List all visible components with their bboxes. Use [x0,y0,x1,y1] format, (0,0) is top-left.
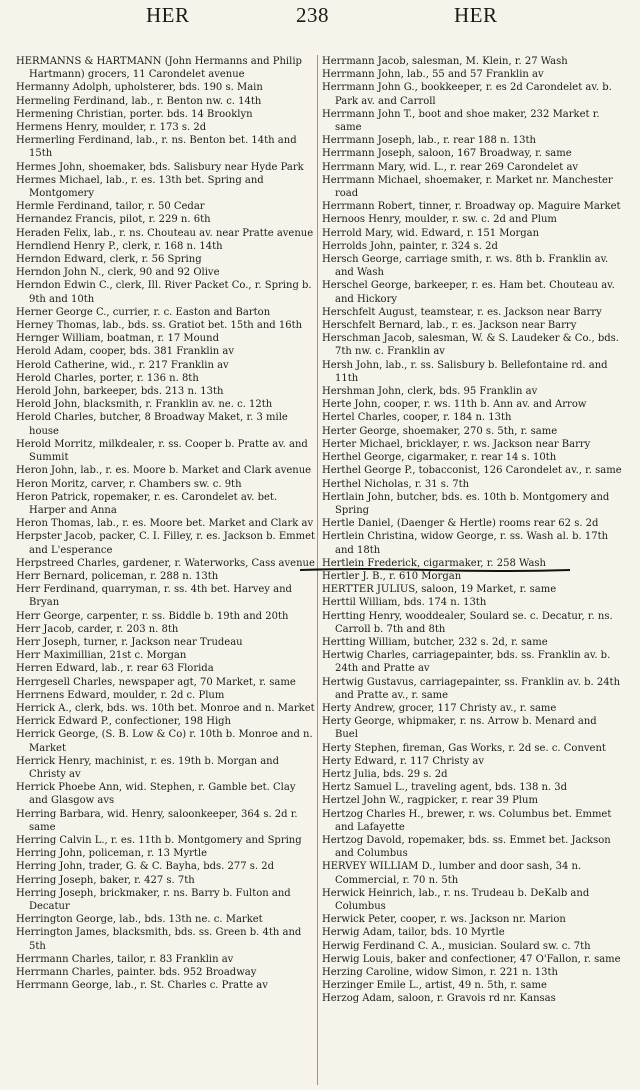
directory-entry: Herrold Mary, wid. Edward, r. 151 Morgan [322,227,540,239]
directory-entry: Hertzog Charles H., brewer, r. ws. Columbus bet. Emmet and Lafayette [322,808,612,833]
directory-entry: Herrick Phoebe Ann, wid. Stephen, r. Gamble bet. Clay and Glasgow avs [16,782,296,807]
directory-entry: Hernandez Francis, pilot, r. 229 n. 6th [16,214,211,226]
left-column [16,55,316,992]
directory-entry: Herr Ferdinand, quarryman, r. ss. 4th bet. Harvey and Bryan [16,584,292,609]
directory-entry: Herndon John N., clerk, 90 and 92 Olive [16,267,220,279]
directory-entry: Herrington George, lab., bds. 13th ne. c. Market [16,914,263,926]
directory-entry: Hertler J. B., r. 610 Morgan [322,570,462,582]
directory-entry: Herwick Heinrich, lab., r. ns. Trudeau b. DeKalb and Columbus [322,887,590,912]
directory-entry: Hersh John, lab., r. ss. Salisbury b. Bellefontaine rd. and 11th [322,359,608,384]
directory-entry: Herring Joseph, baker, r. 427 s. 7th [16,874,195,886]
directory-entry: Herrick George, (S. B. Low & Co) r. 10th b. Monroe and n. Market [16,729,313,754]
directory-entry: Herold Charles, porter, r. 136 n. 8th [16,372,199,384]
directory-entry: Herty Andrew, grocer, 117 Christy av., r. same [322,702,557,714]
directory-entry: Herrolds John, painter, r. 324 s. 2d [322,240,498,252]
directory-entry: Herold John, blacksmith, r. Franklin av. ne. c. 12th [16,399,273,411]
directory-entry: Herschfelt Bernard, lab., r. es. Jackson near Barry [322,320,577,332]
directory-entry: Herthel Nicholas, r. 31 s. 7th [322,478,470,490]
directory-entry: Herrmann George, lab., r. St. Charles c. Pratte av [16,980,268,992]
running-head-left: HER [146,3,190,27]
directory-entry: Hertlein Frederick, cigarmaker, r. 258 Wash [322,557,546,569]
directory-entry: Herwig Ferdinand C. A., musician. Soulard sw. c. 7th [322,940,591,952]
directory-entry: Hertting William, butcher, 232 s. 2d, r. same [322,636,548,648]
directory-entry: Herrmann Charles, tailor, r. 83 Franklin av [16,953,234,965]
directory-entry: Herter George, shoemaker, 270 s. 5th, r. same [322,425,558,437]
directory-entry: Herren Edward, lab., r. rear 63 Florida [16,663,214,675]
directory-entry: Herrington James, blacksmith, bds. ss. Green b. 4th and 5th [16,927,302,952]
directory-entry: Heron John, lab., r. es. Moore b. Market and Clark avenue [16,465,312,477]
directory-entry: Herpstreed Charles, gardener, r. Waterworks, Cass avenue [16,557,315,569]
directory-entry: Hermes John, shoemaker, bds. Salisbury near Hyde Park [16,161,304,173]
directory-entry: Herring Calvin L., r. es. 11th b. Montgomery and Spring [16,834,302,846]
directory-entry: Herzing Caroline, widow Simon, r. 221 n. 13th [322,967,558,979]
directory-entry: Hertwig Charles, carriagepainter, bds. ss. Franklin av. b. 24th and Pratte av [322,650,611,675]
directory-entry: Herrmann John G., bookkeeper, r. es 2d Carondelet av. b. Park av. and Carroll [322,82,612,107]
directory-entry: Herrgesell Charles, newspaper agt, 70 Market, r. same [16,676,296,688]
directory-entry: Herrmann Jacob, salesman, M. Klein, r. 27 Wash [322,56,568,67]
directory-entry: Hertzel John W., ragpicker, r. rear 39 Plum [322,795,538,807]
directory-entry: Herrmann John T., boot and shoe maker, 232 Market r. same [322,108,600,134]
directory-entry: Herrmann Michael, shoemaker, r. Market nr. Manchester road [322,174,613,200]
directory-entry: Hertle Daniel, (Daenger & Hertle) rooms rear 62 s. 2d [322,518,599,530]
directory-entry: Herschfelt August, teamstear, r. es. Jackson near Barry [322,306,602,318]
directory-entry: Heron Patrick, ropemaker, r. es. Carondelet av. bet. Harper and Anna [16,491,278,516]
directory-entry: Herr George, carpenter, r. ss. Biddle b. 19th and 20th [16,610,289,622]
directory-entry: Herrick Henry, machinist, r. es. 19th b. Morgan and Christy av [16,755,279,780]
directory-entry: Herzinger Emile L., artist, 49 n. 5th, r. same [322,980,547,992]
directory-entry: Herthel George, cigarmaker, r. rear 14 s. 10th [322,452,557,464]
directory-entry: Hernoos Henry, moulder, r. sw. c. 2d and Plum [322,214,557,226]
directory-entry: Hertzog Davold, ropemaker, bds. ss. Emmet bet. Jackson and Columbus [322,834,611,860]
directory-entry: Hermening Christian, porter. bds. 14 Brooklyn [16,108,253,120]
directory-entry: Herring Joseph, brickmaker, r. ns. Barry b. Fulton and Decatur [16,887,291,912]
directory-entry: Heraden Felix, lab., r. ns. Chouteau av. near Pratte avenue [16,227,314,239]
directory-entry: Herner George C., currier, r. c. Easton and Barton [16,306,271,318]
directory-entry: Herpster Jacob, packer, C. I. Filley, r. es. Jackson b. Emmet and L'esperance [16,531,316,556]
directory-entry: Herte John, cooper, r. ws. 11th b. Ann av. and Arrow [322,399,587,411]
directory-entry: Heron Thomas, lab., r. es. Moore bet. Market and Clark av [16,518,314,530]
directory-entry: Hermanny Adolph, upholsterer, bds. 190 s. Main [16,82,263,94]
directory-entry: Herrmann John, lab., 55 and 57 Franklin av [322,69,544,81]
directory-entry: Herold Adam, cooper, bds. 381 Franklin av [16,346,235,358]
directory-entry: HERMANNS & HARTMANN (John Hermanns and Philip Hartmann) grocers, 11 Carondelet avenue [16,56,302,81]
directory-entry: Herwig Louis, baker and confectioner, 47 O'Fallon, r. same [322,953,621,965]
directory-entry: Herndon Edwin C., clerk, Ill. River Packet Co., r. Spring b. 9th and 10th [16,280,312,305]
directory-entry: Hershman John, clerk, bds. 95 Franklin av [322,386,538,398]
directory-entry: Herrnens Edward, moulder, r. 2d c. Plum [16,689,225,701]
directory-entry: Herty George, whipmaker, r. ns. Arrow b. Menard and Buel [322,716,597,741]
directory-entry: Herold Catherine, wid., r. 217 Franklin av [16,359,229,371]
directory-entry: Hermerling Ferdinand, lab., r. ns. Benton bet. 14th and 15th [16,135,297,160]
directory-entry: Hermens Henry, moulder, r. 173 s. 2d [16,122,207,134]
directory-entry: Herring John, trader, G. & C. Bayha, bds. 277 s. 2d [16,861,275,873]
directory-entry: Herschel George, barkeeper, r. es. Ham bet. Chouteau av. and Hickory [322,280,615,305]
directory-entry: Herrmann Charles, painter. bds. 952 Broadway [16,967,257,979]
directory-entry: Herwick Peter, cooper, r. ws. Jackson nr. Marion [322,914,566,926]
directory-entry: Herthel George P., tobacconist, 126 Carondelet av., r. same [322,465,622,477]
directory-entry: Hernger William, boatman, r. 17 Mound [16,333,219,345]
directory-entry: Herttil William, bds. 174 n. 13th [322,597,487,609]
directory-entry: Hermle Ferdinand, tailor, r. 50 Cedar [16,201,205,213]
directory-entry: Herr Bernard, policeman, r. 288 n. 13th [16,570,219,582]
directory-entry: Herrick Edward P., confectioner, 198 High [16,716,231,728]
directory-entry: Herring Barbara, wid. Henry, saloonkeeper, 364 s. 2d r. same [16,808,298,833]
directory-entry: Hertel Charles, cooper, r. 184 n. 13th [322,412,512,424]
right-column [322,55,622,1006]
directory-entry: Hertlein Christina, widow George, r. ss. Wash al. b. 17th and 18th [322,531,609,556]
page-number: 238 [296,3,329,27]
directory-entry: Herold Morritz, milkdealer, r. ss. Cooper b. Pratte av. and Summit [16,438,308,464]
directory-entry: Herrmann Joseph, lab., r. rear 188 n. 13th [322,135,536,147]
directory-entry: Heron Moritz, carver, r. Chambers sw. c. 9th [16,478,242,490]
directory-entry: Herrmann Mary, wid. L., r. rear 269 Carondelet av [322,161,579,173]
directory-entry: Herty Edward, r. 117 Christy av [322,755,484,767]
ink-strikethrough-mark [300,568,570,572]
directory-entry: Hersch George, carriage smith, r. ws. 8th b. Franklin av. and Wash [322,254,609,279]
directory-entry: Herndon Edward, clerk, r. 56 Spring [16,254,202,266]
directory-entry: Herwig Adam, tailor, bds. 10 Myrtle [322,927,505,939]
directory-entry: Hermes Michael, lab., r. es. 13th bet. Spring and Montgomery [16,174,264,200]
page-header [0,3,640,35]
directory-entry: Herney Thomas, lab., bds. ss. Gratiot bet. 15th and 16th [16,320,303,332]
directory-entry: Herschman Jacob, salesman, W. & S. Laudeker & Co., bds. 7th nw. c. Franklin av [322,333,619,358]
directory-entry: Herty Stephen, fireman, Gas Works, r. 2d se. c. Convent [322,742,606,754]
directory-entry: HERVEY WILLIAM D., lumber and door sash, 34 n. Commercial, r. 70 n. 5th [322,861,582,886]
directory-entry: HERTTER JULIUS, saloon, 19 Market, r. same [322,584,557,596]
directory-entry: Hermeling Ferdinand, lab., r. Benton nw. c. 14th [16,95,262,107]
directory-entry: Hertz Julia, bds. 29 s. 2d [322,768,448,780]
directory-entry: Herzog Adam, saloon, r. Gravois rd nr. Kansas [322,993,556,1005]
directory-entry: Herter Michael, bricklayer, r. ws. Jackson near Barry [322,438,591,450]
directory-entry: Hertlain John, butcher, bds. es. 10th b. Montgomery and Spring [322,491,610,516]
directory-entry: Herrick A., clerk, bds. ws. 10th bet. Monroe and n. Market [16,702,315,714]
running-head-right: HER [454,3,498,27]
directory-entry: Herrmann Joseph, saloon, 167 Broadway, r. same [322,148,572,160]
directory-entry: Herr Joseph, turner, r. Jackson near Trudeau [16,636,243,648]
directory-entry: Herring John, policeman, r. 13 Myrtle [16,848,208,860]
directory-entry: Herr Jacob, carder, r. 203 n. 8th [16,623,179,635]
directory-entry: Hertwig Gustavus, carriagepainter, ss. Franklin av. b. 24th and Pratte av., r. same [322,676,621,701]
directory-entry: Herndlend Henry P., clerk, r. 168 n. 14th [16,240,223,252]
directory-entry: Herrmann Robert, tinner, r. Broadway op. Maguire Market [322,201,621,213]
directory-entry: Herr Maximillian, 21st c. Morgan [16,650,187,662]
directory-entry: Hertz Samuel L., traveling agent, bds. 138 n. 3d [322,782,568,794]
directory-entry: Herold Charles, butcher, 8 Broadway Maket, r. 3 mile house [16,412,288,437]
directory-entry: Herold John, barkeeper, bds. 213 n. 13th [16,386,224,398]
directory-entry: Hertting Henry, wooddealer, Soulard se. c. Decatur, r. ns. Carroll b. 7th and 8th [322,610,613,635]
